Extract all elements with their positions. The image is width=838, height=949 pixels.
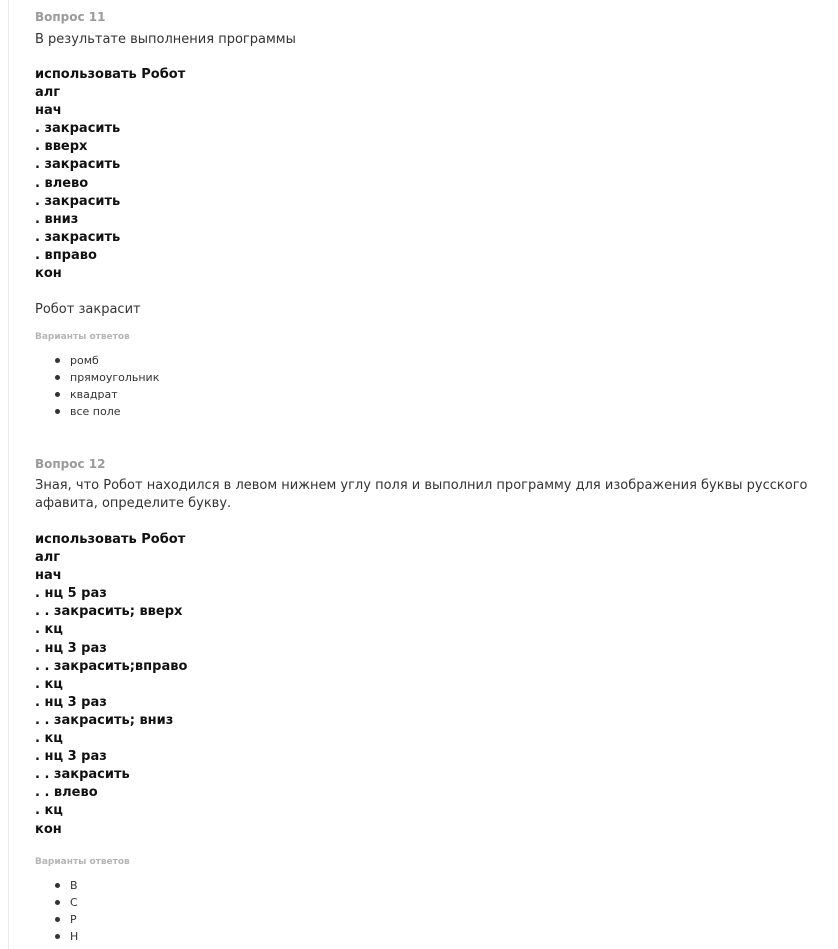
code-line: . вниз <box>35 211 79 227</box>
answer-option <box>35 911 825 928</box>
answer-option-label: Н <box>70 929 79 943</box>
code-line: . нц 3 раз <box>35 694 107 710</box>
answer-option-label: Р <box>70 912 77 926</box>
code-line: . кц <box>35 676 63 692</box>
question-12-code <box>35 531 825 839</box>
question-11-title: Вопрос 11 <box>35 10 106 24</box>
answer-option <box>35 877 825 894</box>
code-line: . кц <box>35 803 63 819</box>
question-11 <box>35 9 825 420</box>
code-line: . нц 3 раз <box>35 749 107 765</box>
code-line: использовать Робот <box>35 532 186 547</box>
code-line: . закрасить <box>35 229 121 245</box>
code-line: . нц 5 раз <box>35 586 107 602</box>
bullet-icon <box>55 409 60 414</box>
code-line: . закрасить <box>35 157 121 173</box>
code-line: . . закрасить;вправо <box>35 658 188 674</box>
left-divider <box>8 0 9 949</box>
code-line: . вправо <box>35 247 97 263</box>
answer-option <box>35 928 825 945</box>
bullet-icon <box>55 883 60 888</box>
answer-option <box>35 369 825 386</box>
answer-option <box>35 352 825 369</box>
question-11-text: В результате выполнения программы <box>35 32 296 47</box>
answer-option-label: квадрат <box>70 388 118 402</box>
answer-options-list <box>35 877 825 945</box>
code-line: . закрасить <box>35 193 121 209</box>
question-12-title: Вопрос 12 <box>35 457 106 471</box>
answer-option-label: прямоугольник <box>70 371 160 385</box>
code-line: . вверх <box>35 139 88 155</box>
code-line: . . закрасить <box>35 767 130 783</box>
code-line: . нц 3 раз <box>35 640 107 656</box>
question-12 <box>35 456 825 945</box>
answer-option-label: С <box>70 895 78 909</box>
question-11-prompt: Робот закрасит <box>35 302 141 318</box>
bullet-icon <box>55 917 60 922</box>
answer-option <box>35 403 825 420</box>
question-11-code <box>35 66 825 283</box>
code-line: . . закрасить; вниз <box>35 712 174 728</box>
bullet-icon <box>55 375 60 380</box>
bullet-icon <box>55 392 60 397</box>
code-line: использовать Робот <box>35 67 186 82</box>
code-line: . влево <box>35 175 89 191</box>
answer-options-list <box>35 352 825 420</box>
question-12-text: Зная, что Робот находился в левом нижнем углу поля и выполнил программу для изображения буквы русского афавита, определите букву. <box>35 478 808 511</box>
answer-option <box>35 894 825 911</box>
code-line: кон <box>35 266 62 282</box>
answer-option-label: В <box>70 878 78 892</box>
code-line: . . влево <box>35 785 98 801</box>
answer-option <box>35 386 825 403</box>
code-line: нач <box>35 568 62 584</box>
bullet-icon <box>55 358 60 363</box>
answers-label: Варианты ответов <box>35 856 130 867</box>
bullet-icon <box>55 900 60 905</box>
code-line: . . закрасить; вверх <box>35 604 183 620</box>
answers-label: Варианты ответов <box>35 332 130 343</box>
bullet-icon <box>55 934 60 939</box>
code-line: . закрасить <box>35 121 121 137</box>
answer-option-label: ромб <box>70 354 99 368</box>
code-line: кон <box>35 821 62 837</box>
code-line: алг <box>35 550 61 566</box>
code-line: нач <box>35 103 62 119</box>
answer-option-label: все поле <box>70 405 121 419</box>
code-line: . кц <box>35 731 63 747</box>
code-line: . кц <box>35 622 63 638</box>
code-line: алг <box>35 85 61 101</box>
